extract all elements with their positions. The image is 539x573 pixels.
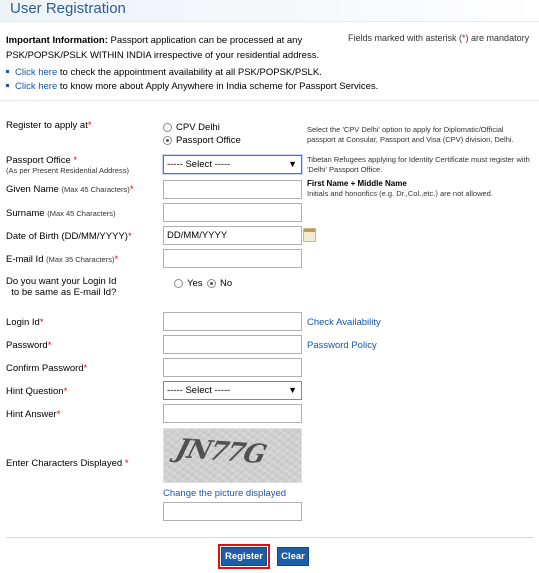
bullet-appointment [6, 67, 322, 79]
clear-button[interactable]: Clear [277, 547, 309, 566]
mandatory-post: ) are mandatory [465, 33, 530, 43]
footer-divider [6, 537, 533, 538]
dob-input[interactable]: DD/MM/YYYY [163, 226, 302, 245]
login-same-label: Do you want your Login Id to be same as E-mail Id? [6, 276, 117, 298]
mandatory-pre: Fields marked with asterisk ( [348, 33, 463, 43]
surname-label: Surname (Max 45 Characters) [6, 208, 116, 219]
change-picture-link[interactable]: Change the picture displayed [163, 488, 287, 499]
radio-login-no[interactable] [207, 278, 232, 289]
surname-input[interactable] [163, 203, 302, 222]
confirm-password-input[interactable] [163, 358, 302, 377]
important-text: Passport application can be processed at any PSK/POPSK/PSLK WITHIN INDIA irrespective of your residential address. [6, 35, 320, 61]
confirm-password-label: Confirm Password* [6, 363, 88, 374]
given-name-note-title: First Name + Middle Name [307, 179, 407, 188]
radio-passport-office-control[interactable] [163, 136, 172, 145]
hint-answer-input[interactable] [163, 404, 302, 423]
bullet-icon [6, 84, 9, 87]
login-id-label: Login Id* [6, 317, 44, 328]
radio-login-no-control[interactable] [207, 279, 216, 288]
apply-anywhere-text: to know more about Apply Anywhere in India scheme for Passport Services. [57, 81, 379, 92]
password-label: Password* [6, 340, 52, 351]
given-name-note-text: Initials and honorifics (e.g. Dr.,Col.,etc.) are not allowed. [307, 188, 493, 198]
email-input[interactable] [163, 249, 302, 268]
hint-answer-label: Hint Answer* [6, 409, 61, 420]
dropdown-arrow-icon: ▼ [288, 385, 297, 395]
register-at-note: Select the 'CPV Delhi' option to apply for Diplomatic/Official passport at Consular, Passport and Visa (CPV) division, Delhi. [307, 125, 514, 144]
apply-anywhere-link[interactable]: Click here [15, 81, 58, 92]
bullet-icon [6, 70, 9, 73]
radio-login-yes-label: Yes [187, 278, 203, 289]
passport-office-select[interactable] [163, 155, 302, 174]
radio-login-no-label: No [220, 278, 233, 289]
important-info [6, 33, 336, 63]
radio-login-yes[interactable] [174, 278, 203, 289]
mandatory-note [348, 33, 529, 43]
login-id-input[interactable] [163, 312, 302, 331]
page-title: User Registration [10, 0, 126, 17]
hint-question-label: Hint Question* [6, 386, 68, 397]
mandatory-star: * [462, 33, 466, 43]
radio-cpv-delhi[interactable] [163, 122, 220, 133]
radio-login-yes-control[interactable] [174, 279, 183, 288]
register-highlight [218, 544, 270, 569]
captcha-input[interactable] [163, 502, 302, 521]
passport-office-value: ----- Select ----- [167, 159, 231, 170]
email-label: E-mail Id (Max 35 Characters)* [6, 254, 119, 265]
bullet-apply-anywhere [6, 81, 378, 93]
appointment-link[interactable]: Click here [15, 67, 58, 78]
captcha-image [163, 428, 302, 483]
hint-question-select[interactable] [163, 381, 302, 400]
hint-question-value: ----- Select ----- [167, 385, 231, 396]
passport-office-label: Passport Office * (As per Present Residential Address) [6, 155, 129, 175]
calendar-icon[interactable] [303, 228, 316, 242]
captcha-label: Enter Characters Displayed * [6, 458, 129, 469]
dropdown-arrow-icon: ▼ [288, 159, 297, 169]
radio-cpv-delhi-label: CPV Delhi [176, 122, 220, 133]
given-name-label: Given Name (Max 45 Characters)* [6, 184, 134, 195]
given-name-note [307, 179, 532, 198]
captcha-text: JN77G [172, 433, 269, 471]
radio-passport-office[interactable] [163, 135, 241, 146]
dob-label: Date of Birth (DD/MM/YYYY)* [6, 231, 132, 242]
title-bar [0, 0, 539, 22]
radio-passport-office-label: Passport Office [176, 135, 241, 146]
register-at-label: Register to apply at* [6, 120, 92, 131]
register-button[interactable]: Register [221, 547, 267, 566]
divider [0, 100, 539, 101]
password-policy-link[interactable]: Password Policy [307, 340, 377, 351]
check-availability-link[interactable]: Check Availability [307, 317, 381, 328]
radio-cpv-delhi-control[interactable] [163, 123, 172, 132]
given-name-input[interactable] [163, 180, 302, 199]
passport-office-note: Tibetan Refugees applying for Identity Certificate must register with 'Delhi' Passport Office. [307, 155, 530, 174]
password-input[interactable] [163, 335, 302, 354]
important-label: Important Information: [6, 35, 108, 46]
appointment-text: to check the appointment availability at all PSK/POPSK/PSLK. [57, 67, 322, 78]
